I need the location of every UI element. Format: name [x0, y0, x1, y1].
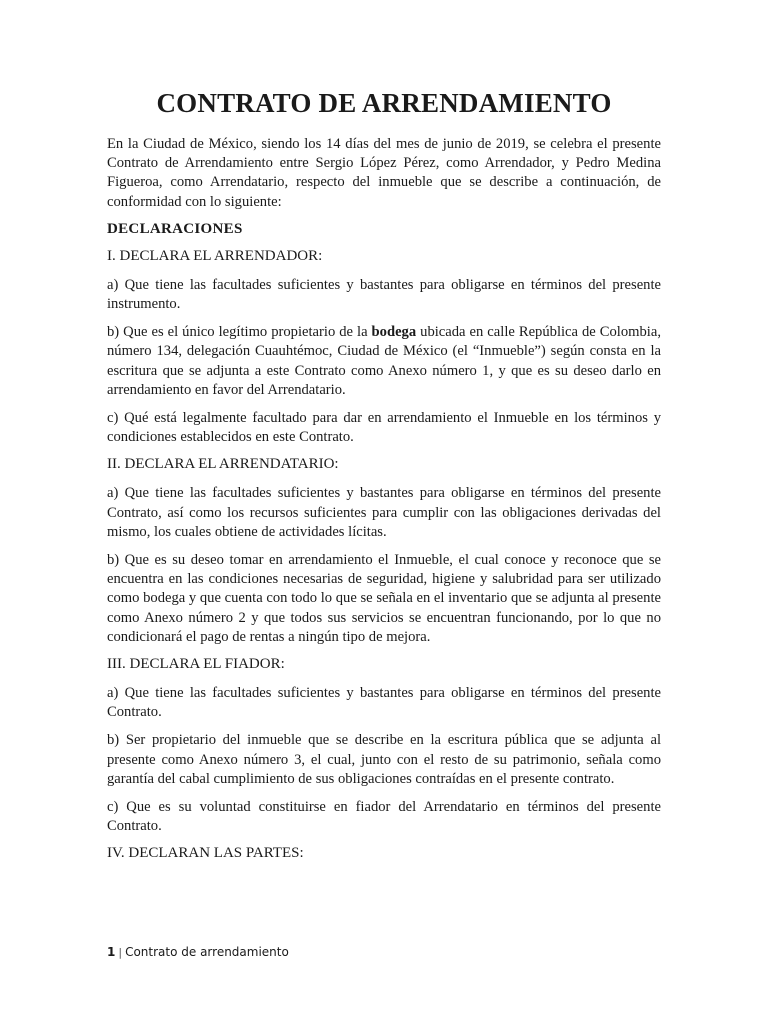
arrendatario-clause-a: a) Que tiene las facultades suficientes y bastantes para obligarse en términos del presente Contrato, así como los recursos suficientes para cumplir con las obligaciones derivadas del mismo, los cuales obtiene de actividades lícitas.: [107, 485, 661, 540]
fiador-clause-a: a) Que tiene las facultades suficientes y bastantes para obligarse en términos del presente Contrato.: [107, 685, 661, 721]
fiador-clause-c: c) Que es su voluntad constituirse en fiador del Arrendatario en términos del presente Contrato.: [107, 799, 661, 835]
arrendador-clause-b: [107, 323, 661, 400]
document-page: [107, 88, 661, 873]
page-number: 1: [107, 945, 116, 959]
fiador-clause-b: b) Ser propietario del inmueble que se describe en la escritura pública que se adjunta al presente como Anexo número 3, el cual, junto con el resto de su patrimonio, señala como garantía del cabal cumplimiento de sus obligaciones contraídas en el presente contrato.: [107, 732, 661, 787]
intro-paragraph: En la Ciudad de México, siendo los 14 días del mes de junio de 2019, se celebra el presente Contrato de Arrendamiento entre Sergio López Pérez, como Arrendador, y Pedro Medina Figueroa, como Arrendatario, respecto del inmueble que se describe a continuación, de conformidad con lo siguiente:: [107, 136, 661, 210]
page-footer: [107, 945, 289, 959]
footer-separator: |: [118, 946, 123, 959]
section-heading-arrendatario: II. DECLARA EL ARRENDATARIO:: [107, 456, 339, 473]
arrendador-clause-c: c) Qué está legalmente facultado para dar en arrendamiento el Inmueble en los términos y condiciones establecidos en este Contrato.: [107, 410, 661, 446]
section-heading-arrendador: I. DECLARA EL ARRENDADOR:: [107, 247, 323, 264]
footer-label: Contrato de arrendamiento: [125, 945, 289, 959]
arrendador-clause-b-bold: bodega: [371, 324, 417, 341]
arrendador-clause-b-post: ubicada en calle República de Colombia, número 134, delegación Cuauhtémoc, Ciudad de México (el “Inmueble”) según consta en la escritura que se adjunta a este Contrato como Anexo número 1, y que es su deseo darlo en arrendamiento en favor del Arrendatario.: [107, 324, 661, 398]
arrendatario-clause-b: b) Que es su deseo tomar en arrendamiento el Inmueble, el cual conoce y reconoce que se encuentra en las condiciones necesarias de seguridad, higiene y salubridad para ser utilizado como bodega y que cuenta con todo lo que se señala en el inventario que se adjunta al presente como Anexo número 2 y que todos sus servicios se encuentran funcionando, por lo que no condicionará el pago de rentas a ningún tipo de mejora.: [107, 552, 661, 645]
arrendador-clause-a: a) Que tiene las facultades suficientes y bastantes para obligarse en términos del presente instrumento.: [107, 276, 661, 313]
declaraciones-heading: DECLARACIONES: [107, 220, 243, 237]
section-heading-partes: IV. DECLARAN LAS PARTES:: [107, 845, 304, 862]
section-heading-fiador: III. DECLARA EL FIADOR:: [107, 656, 285, 673]
arrendador-clause-b-pre: b) Que es el único legítimo propietario de la: [107, 324, 372, 341]
document-title: CONTRATO DE ARRENDAMIENTO: [156, 88, 612, 118]
